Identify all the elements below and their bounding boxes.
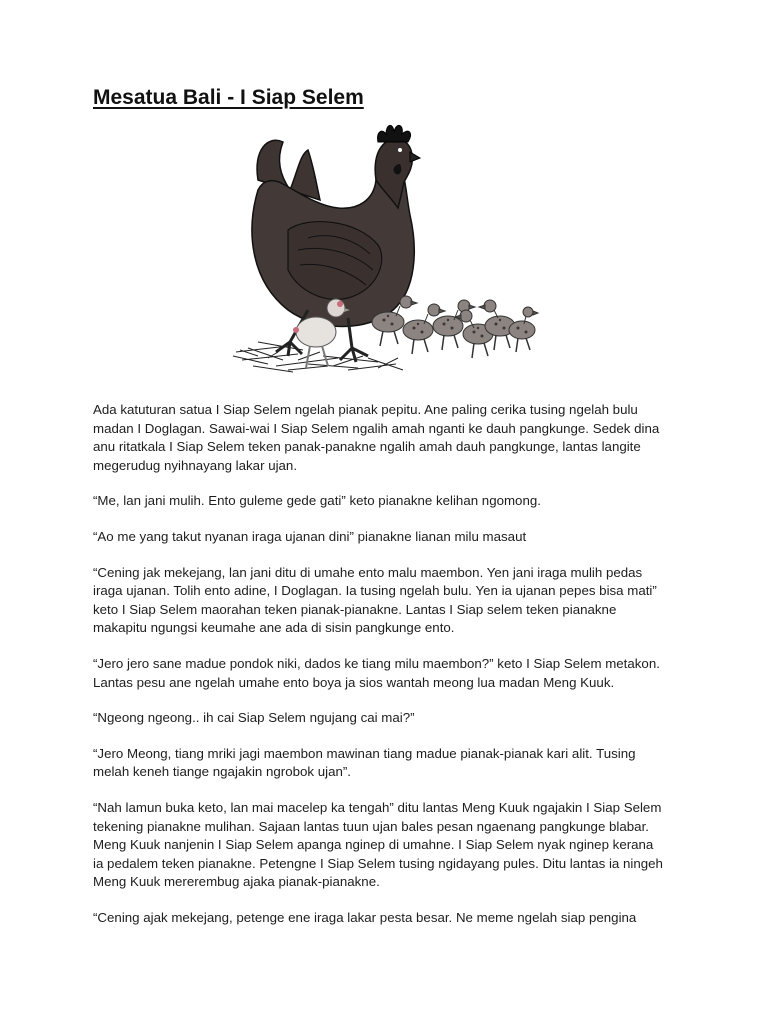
paragraph-line: “Cening ajak mekejang, petenge ene iraga lakar pesta besar. Ne meme ngelah siap pengina [93, 909, 637, 925]
paragraph-line: Ada katuturan satua I Siap Selem ngelah pianak pepitu. Ane paling cerika tusing ngelah bulu [93, 402, 638, 417]
paragraph-line: “Cening jak mekejang, lan jani ditu di umahe ento malu maembon. Yen jani iraga mulih pedas [93, 564, 643, 580]
paragraph-line: megerudug nyihnayang lakar ujan. [93, 457, 298, 473]
paragraph-line: Lantas pesu ane ngelah umahe ento boya ja sios wantah meong lua madan Meng Kuuk. [93, 674, 615, 690]
paragraph-line: makapitu ngungsi keumahe ane ada di sisin pangkunge ento. [93, 620, 455, 636]
story-paragraph [93, 799, 693, 892]
paragraph-line: “Jero jero sane madue pondok niki, dados ke tiang milu maembon?” keto I Siap Selem metakon. [93, 655, 660, 671]
story-paragraph [93, 564, 693, 638]
paragraph-line: ia pedalem teken pianakne. Petengne I Siap Selem tusing ngidayang pules. Ditu lantas ia ningeh [93, 855, 663, 871]
paragraph-line: “Nah lamun buka keto, lan mai macelep ka tengah” ditu lantas Meng Kuuk ngajakin I Siap Selem [93, 799, 662, 815]
story-paragraph [93, 528, 693, 547]
paragraph-line: melah keneh tiange ngajakin ngrobok ujan”. [93, 764, 351, 780]
paragraph-line: “Jero Meong, tiang mriki jagi maembon mawinan tiang madue pianak-pianak kari alit. Tusing [93, 745, 636, 761]
story-paragraph [93, 745, 693, 782]
story-paragraph [93, 709, 693, 728]
paragraph-line: iraga ujanan. Tolih ento adine, I Doglagan. Ia tusing ngelah bulu. Yen ia ujanan pepes bisa mati” [93, 583, 657, 599]
paragraph-line: anu ritatkala I Siap Selem teken panak-panakne ngalih amah dauh pangkunge, lantas langite [93, 439, 641, 455]
paragraph-line: madan I Doglagan. Sawai-wai I Siap Selem ngalih amah nganti ke dauh pangkunge. Sedek dina [93, 420, 660, 436]
story-paragraph [93, 401, 693, 475]
story-paragraph [93, 655, 693, 692]
story-paragraph [93, 909, 693, 928]
paragraph-line: Meng Kuuk nanjenin I Siap Selem apanga nginep di umahne. I Siap Selem nyak nginep kerana [93, 837, 654, 853]
page-title: Mesatua Bali - I Siap Selem [93, 86, 364, 109]
paragraph-line: “Ao me yang takut nyanan iraga ujanan dini” pianakne lianan milu masaut [93, 528, 527, 544]
paragraph-line: keto I Siap Selem maorahan teken pianak-pianakne. Lantas I Siap selem teken pianakne [93, 601, 617, 617]
story-body [93, 401, 693, 944]
paragraph-line: “Ngeong ngeong.. ih cai Siap Selem ngujang cai mai?” [93, 710, 415, 726]
paragraph-line: Meng Kuuk mererembug ajaka pianak-pianakne. [93, 874, 380, 890]
hen-with-chicks-illustration [228, 120, 540, 384]
paragraph-line: tekening pianakne mulihan. Sajaan lantas tuun ujan bales pesan ngaenang pangkunge blabar. [93, 818, 649, 834]
paragraph-line: “Me, lan jani mulih. Ento guleme gede gati” keto pianakne kelihan ngomong. [93, 493, 541, 509]
story-paragraph [93, 492, 693, 511]
